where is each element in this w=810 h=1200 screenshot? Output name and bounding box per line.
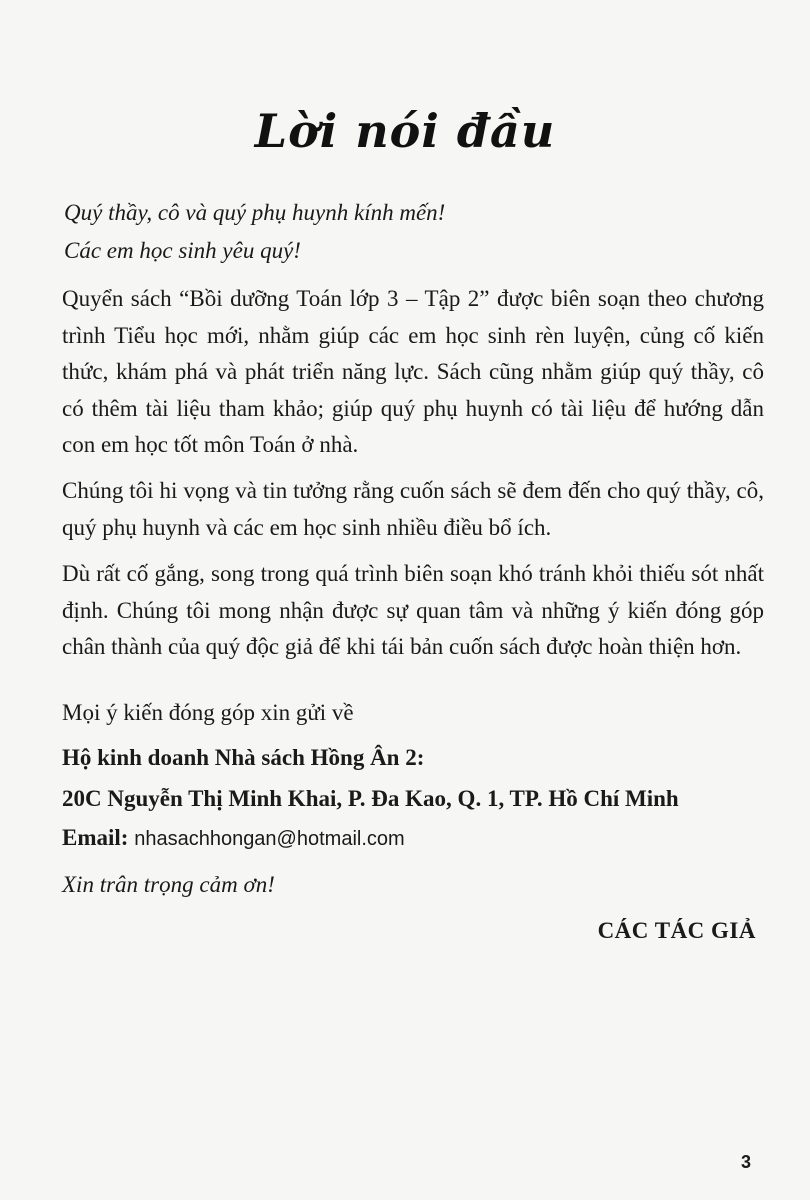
paragraph-intro xyxy=(62,281,764,464)
paragraph-apology-text: Dù rất cố gắng, song trong quá trình biên soạn khó tránh khỏi thiếu sót nhất định. Chúng tôi mong nhận được sự quan tâm và những ý kiến đóng góp chân thành của quý độc giả để khi tái bản cuốn sách được hoàn thiện hơn. xyxy=(62,561,764,659)
contact-business: Hộ kinh doanh Nhà sách Hồng Ân 2: xyxy=(62,745,425,770)
contact-email-row xyxy=(62,825,405,851)
paragraph-intro-text: Quyển sách “Bồi dưỡng Toán lớp 3 – Tập 2” được biên soạn theo chương trình Tiểu học mới, nhằm giúp các em học sinh rèn luyện, củng cố kiến thức, khám phá và phát triển năng lực. Sách cũng nhằm giúp quý thầy, cô có thêm tài liệu tham khảo; giúp quý phụ huynh có tài liệu để hướng dẫn con em học tốt môn Toán ở nhà. xyxy=(62,286,764,457)
email-value[interactable]: nhasachhongan@hotmail.com xyxy=(134,828,405,850)
email-label: Email: xyxy=(62,825,129,850)
authors-signature: CÁC TÁC GIẢ xyxy=(597,918,756,943)
contact-address: 20C Nguyễn Thị Minh Khai, P. Đa Kao, Q. 1, TP. Hồ Chí Minh xyxy=(62,786,679,811)
page-number: 3 xyxy=(740,1152,751,1172)
contact-intro: Mọi ý kiến đóng góp xin gửi về xyxy=(62,700,354,725)
greeting-line-2: Các em học sinh yêu quý! xyxy=(64,238,301,263)
paragraph-hope xyxy=(62,473,764,546)
paragraph-hope-text: Chúng tôi hi vọng và tin tưởng rằng cuốn sách sẽ đem đến cho quý thầy, cô, quý phụ huynh và các em học sinh nhiều điều bổ ích. xyxy=(62,478,764,540)
page-title: Lời nói đầu xyxy=(254,104,556,158)
paragraph-apology xyxy=(62,556,764,666)
closing-thanks: Xin trân trọng cảm ơn! xyxy=(62,872,275,897)
greeting-line-1: Quý thầy, cô và quý phụ huynh kính mến! xyxy=(64,200,446,225)
